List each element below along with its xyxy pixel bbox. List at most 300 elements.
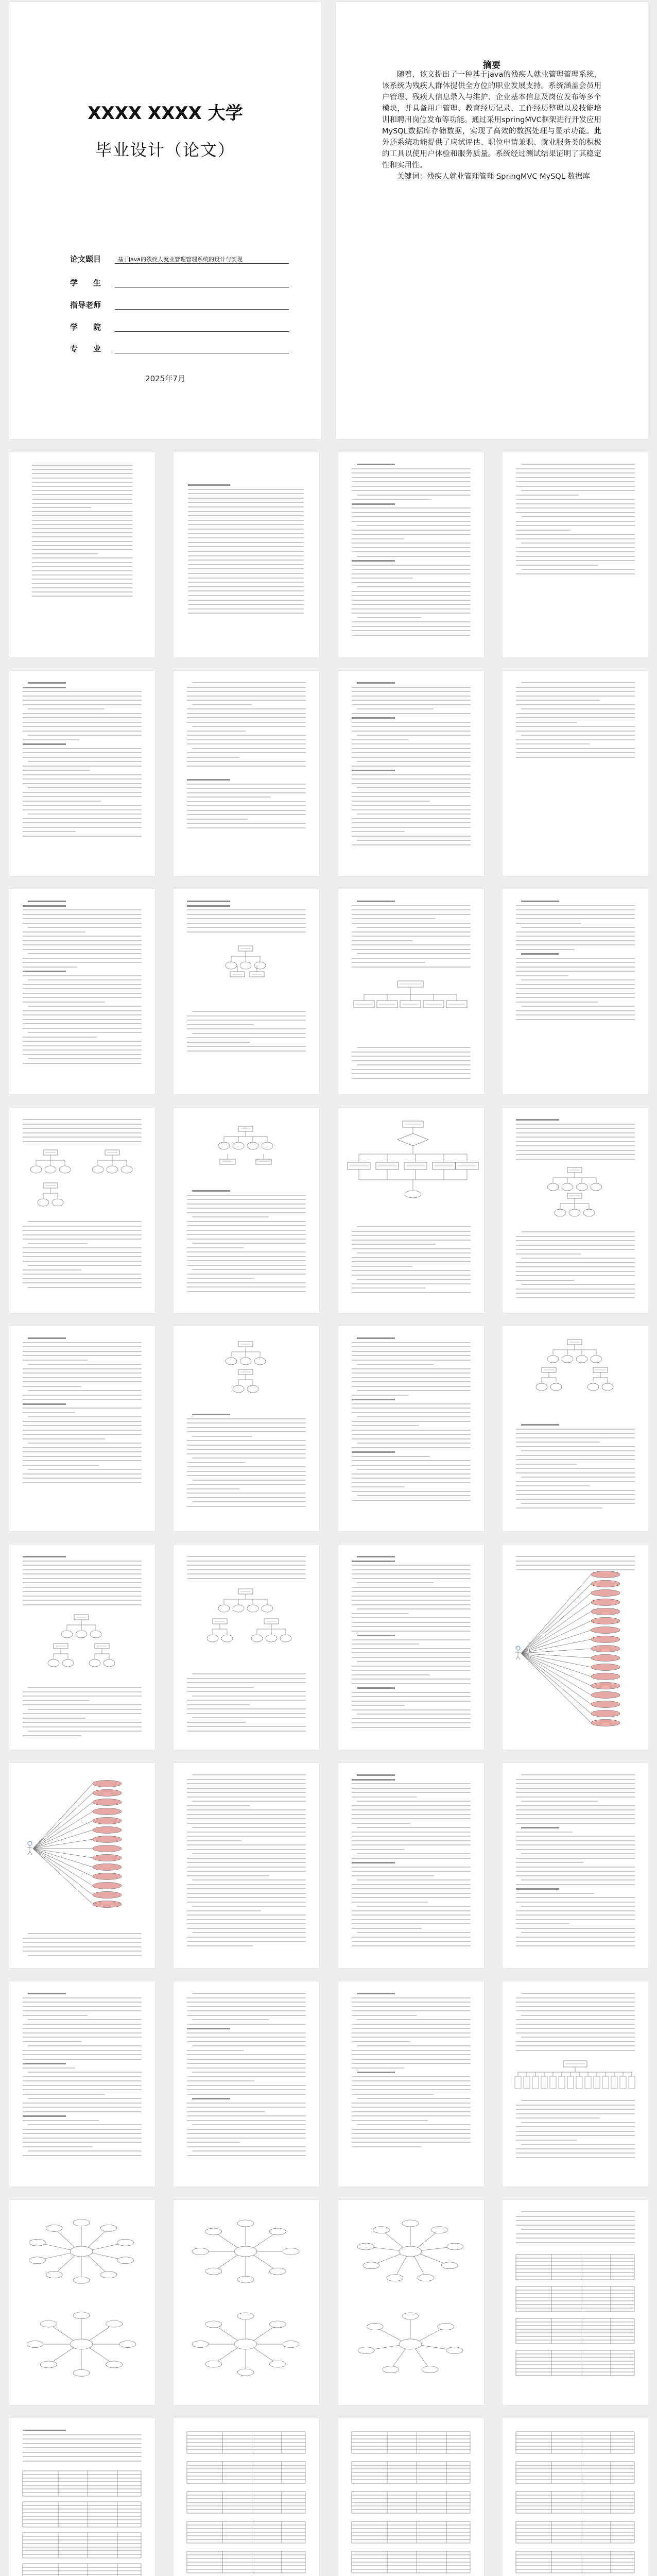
text-line [187,2002,306,2003]
text-line [516,988,635,989]
text-line [187,1691,306,1692]
text-line [516,1914,635,1916]
text-line [23,722,142,723]
thesis-page-thumbnail [503,452,648,657]
text-line [352,600,471,601]
text-line [23,1600,142,1601]
text-line [32,503,132,504]
text-line [23,1451,142,1452]
cover-field-label: 学 院 [70,323,101,332]
text-line [352,551,471,552]
text-line [516,560,635,561]
text-line [516,1141,635,1142]
text-line [521,1801,598,1802]
text-line [23,1561,142,1562]
text-line [516,1779,635,1780]
text-line [516,2131,635,2132]
text-line [28,1390,142,1391]
text-line [352,1613,408,1614]
text-line [357,2124,471,2125]
text-line [23,1582,142,1583]
text-line [187,1844,306,1845]
text-line [352,1652,471,1653]
database-tables [503,2251,648,2385]
text-line [352,1052,471,1053]
text-line [188,560,304,561]
text-line [352,2028,471,2029]
text-line [187,1453,306,1454]
text-line [23,1399,142,1400]
text-line [516,1429,635,1430]
text-line [23,1596,142,1597]
text-line [32,524,132,525]
text-line [32,566,132,567]
section-heading-line [188,484,230,486]
text-line [516,1507,602,1509]
text-line [352,1346,471,1347]
text-line [516,481,635,482]
text-line [352,1434,471,1435]
text-line [187,1239,306,1240]
text-line [188,542,304,543]
text-line [516,1490,635,1491]
text-line [23,1226,142,1227]
text-line [23,696,142,697]
text-line [23,731,142,732]
thesis-page-thumbnail [503,2418,648,2576]
text-line [23,2107,142,2108]
text-line [352,1368,471,1369]
text-line [23,1395,142,1396]
text-line [516,975,568,976]
text-line [187,1556,306,1557]
text-line [516,1132,635,1133]
text-line [516,1832,573,1833]
text-line [516,1002,598,1003]
text-line [516,1442,600,1443]
text-line [352,1569,471,1570]
text-line [516,731,635,732]
text-line [192,1269,306,1270]
text-line [32,596,132,597]
text-line [352,1805,471,1806]
text-line [352,516,471,517]
text-line [352,486,471,487]
text-line [192,1801,306,1802]
text-line [187,1726,306,1727]
text-line [188,595,304,596]
section-heading-line [23,971,66,972]
text-line [188,511,304,512]
text-line [516,499,635,500]
thesis-page-thumbnail [9,1981,155,2187]
text-line [187,1928,306,1929]
text-line [352,1709,471,1710]
text-line [188,537,304,538]
text-line [187,1234,306,1235]
abstract-keywords: 关键词：残疾人就业管理管理 SpringMVC MySQL 数据库 [397,173,590,181]
function-module-diagram [503,2059,648,2095]
text-line [23,2054,142,2055]
text-line [521,1932,635,1933]
text-line [352,743,471,744]
text-line [516,472,635,473]
thesis-page-thumbnail [174,452,319,657]
text-line [352,1722,471,1723]
text-line [516,1565,635,1566]
text-line [352,1696,471,1697]
text-line [192,682,306,683]
text-line [187,1050,306,1052]
text-line [23,1346,142,1347]
text-line [352,1666,471,1667]
text-line [188,493,304,494]
text-line [23,2120,99,2121]
text-line [23,923,142,924]
text-line [352,818,471,819]
text-line [23,2024,142,2025]
text-line [352,1447,471,1448]
text-line [357,1364,434,1365]
text-line [23,1573,142,1574]
text-line [188,524,304,525]
thesis-page-thumbnail [338,1545,484,1750]
text-line [352,2111,471,2112]
section-heading-line [352,717,395,719]
abstract-body [382,69,601,182]
text-line [516,1128,635,1129]
text-line [352,2089,471,2090]
text-line [187,1687,254,1688]
text-line [352,1355,471,1356]
thesis-page-thumbnail [174,1545,319,1750]
section-heading-line [357,682,395,684]
text-line [23,827,142,828]
text-line [23,809,142,810]
text-line [23,940,142,941]
text-line [188,489,304,490]
text-line [352,1078,471,1079]
text-line [516,1485,590,1486]
text-line [192,1480,306,1481]
text-line [23,1569,142,1570]
text-line [192,704,252,705]
text-line [521,1774,635,1775]
text-line [23,1063,142,1064]
text-line [352,2063,471,2064]
text-line [352,1408,471,1409]
section-heading-line [23,2430,66,2431]
section-heading-line [521,953,559,955]
text-line [516,1481,635,1482]
text-line [352,1430,471,1431]
er-diagram [503,1336,648,1419]
text-line [357,814,471,815]
text-line [521,927,635,928]
text-line [521,1477,635,1478]
text-line [357,1279,471,1280]
text-line [23,1713,142,1714]
text-line [352,1372,471,1374]
text-line [187,2015,306,2016]
text-line [23,975,142,976]
text-line [352,1491,471,1492]
text-line [187,1274,306,1275]
text-line [23,1278,142,1279]
thesis-page-thumbnail [9,452,155,657]
text-line [187,1867,306,1868]
text-line [187,1805,250,1806]
text-line [23,1460,142,1461]
text-line [187,2054,306,2055]
section-heading-line [516,1119,559,1121]
text-line [187,784,306,785]
text-line [516,477,635,478]
text-line [357,1853,471,1854]
text-line [187,788,306,789]
text-line [357,495,471,496]
text-line [352,472,471,473]
text-line [521,1231,635,1232]
thesis-page-thumbnail [338,1763,484,1968]
er-diagram [9,1147,155,1214]
text-line [23,2002,142,2003]
text-line [187,914,306,915]
text-line [187,1422,306,1423]
text-line [352,547,471,548]
text-line [187,801,306,802]
text-line [23,2146,93,2147]
text-line [23,2067,75,2069]
text-line [32,490,132,491]
text-line [23,1137,142,1138]
text-line [187,1046,306,1047]
text-line [516,1468,635,1469]
text-line [187,1923,306,1924]
text-line [516,1137,635,1138]
text-line [357,2098,471,2099]
text-line [187,1897,306,1898]
text-line [187,1713,306,1714]
text-line [516,1844,635,1845]
text-line [23,1408,142,1409]
text-line [192,1216,269,1217]
text-line [23,717,142,718]
text-line [23,1997,142,1998]
text-line [352,940,412,941]
text-line [357,1443,471,1444]
text-line [23,2133,142,2134]
text-line [187,2041,306,2042]
text-line [352,1381,471,1382]
text-line [23,704,142,705]
section-heading-line [357,901,395,902]
thesis-page-thumbnail [503,2200,648,2405]
text-line [187,1212,306,1213]
text-line [516,507,635,509]
text-line [187,2050,244,2051]
text-line [23,1049,142,1050]
text-line [352,936,471,937]
er-diagram [9,1612,155,1679]
text-line [187,1902,306,1903]
text-line [352,1573,471,1574]
text-line [352,1914,471,1916]
text-line [187,1265,306,1266]
text-line [516,1014,635,1015]
text-line [352,621,471,622]
text-line [187,1286,306,1287]
text-line [32,465,132,466]
text-line [352,591,471,592]
thesis-type-title: 毕业设计（论文） [95,140,235,160]
text-line [516,1783,635,1784]
cover-date: 2025年7月 [145,374,185,383]
text-line [192,1696,306,1697]
text-line [516,2032,635,2033]
text-line [192,748,306,749]
text-line [516,1836,635,1837]
text-line [187,2094,306,2095]
text-line [32,482,132,483]
text-line [28,2045,142,2046]
text-line [352,1797,417,1798]
text-line [188,578,304,579]
text-line [352,831,405,832]
text-line [516,2019,635,2020]
cover-field-label: 专 业 [70,344,101,353]
text-line [521,2015,635,2016]
text-line [23,909,142,910]
text-line [23,766,142,767]
text-line [23,700,142,701]
text-line [516,573,635,574]
text-line [352,1902,428,1903]
text-line [192,1853,306,1854]
text-line [23,1368,142,1369]
text-line [352,944,471,945]
text-line [352,608,471,609]
flowchart-figure [174,941,319,1003]
text-line [352,481,471,482]
text-line [352,2129,471,2130]
text-line [28,1443,142,1444]
text-line [187,1884,306,1885]
text-line [23,2447,142,2448]
text-line [516,512,635,513]
text-line [352,1884,471,1885]
text-line [187,1836,306,1837]
text-line [357,1495,471,1496]
text-line [28,927,142,928]
thesis-page-thumbnail [338,1108,484,1313]
text-line [352,713,471,714]
text-line [357,556,471,557]
text-line [188,586,304,587]
text-line [187,1565,306,1566]
text-line [187,2006,306,2007]
text-line [192,1906,306,1907]
text-line [352,1403,471,1404]
text-line [516,1928,635,1929]
text-line [352,1683,471,1684]
section-heading-line [192,1190,230,1192]
text-line [352,1727,471,1728]
section-heading-line [352,503,395,505]
text-line [187,1561,306,1562]
text-line [352,2010,471,2011]
text-line [187,713,306,714]
text-line [23,1478,142,1479]
text-line [516,1923,569,1924]
text-line [32,494,132,495]
text-line [28,2072,142,2073]
text-line [23,1002,105,1003]
text-line [352,1923,471,1924]
text-line [357,2045,471,2046]
text-line [352,1465,471,1466]
text-line [357,1608,471,1609]
text-line [516,700,600,701]
text-line [187,1731,306,1732]
database-tables [9,2468,155,2576]
text-line [352,499,431,500]
text-line [187,691,306,692]
text-line [516,1019,635,1020]
text-line [32,553,98,554]
text-line [23,2438,142,2439]
text-line [352,578,413,579]
entity-attribute-diagram [9,2303,155,2391]
text-line [352,1809,471,1810]
thesis-page-thumbnail [503,1108,648,1313]
text-line [516,1494,635,1495]
text-line [521,2037,635,2038]
text-line [516,1561,635,1562]
text-line [352,1425,419,1426]
text-line [352,1600,471,1601]
text-line [187,708,306,709]
text-line [23,822,142,823]
text-line [516,2225,635,2226]
text-line [357,1047,471,1048]
text-line [352,1270,471,1271]
thesis-page-thumbnail [503,1545,648,1750]
text-line [521,490,635,491]
text-line [23,2452,142,2453]
text-line [352,1460,471,1461]
text-line [23,936,142,937]
text-line [521,1906,635,1907]
text-line [352,543,471,544]
text-line [521,2211,635,2212]
thesis-page-thumbnail [174,2200,319,2405]
text-line [28,1265,142,1266]
database-tables [503,2429,648,2576]
text-line [188,506,304,507]
text-line [187,1251,306,1252]
text-line [516,2216,635,2217]
text-line [352,809,471,810]
text-line [352,2103,471,2104]
text-line [28,1364,142,1365]
text-line [352,1478,471,1479]
text-line [187,1431,306,1432]
text-line [516,1249,635,1250]
er-diagram [503,1164,648,1221]
text-line [187,1278,254,1279]
text-line [32,486,132,487]
